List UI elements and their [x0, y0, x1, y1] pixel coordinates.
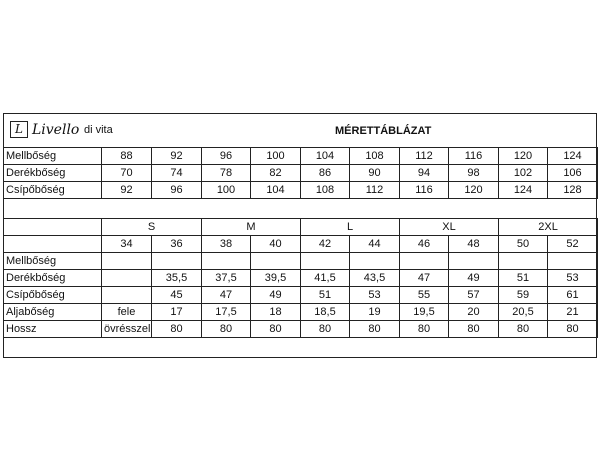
- size-number-row: [4, 236, 598, 253]
- row-label: Aljabőség: [4, 304, 102, 321]
- table-cell: 78: [202, 165, 251, 182]
- table-cell: [449, 253, 499, 270]
- table-cell: 70: [102, 165, 152, 182]
- table-cell: 108: [301, 182, 350, 199]
- size-header: 52: [548, 236, 598, 253]
- table-cell: 96: [202, 148, 251, 165]
- table-cell: 100: [202, 182, 251, 199]
- table-cell: 106: [548, 165, 598, 182]
- table-cell: [152, 253, 202, 270]
- table-cell: 74: [152, 165, 202, 182]
- table-cell: 112: [350, 182, 400, 199]
- size-group-header: L: [301, 219, 400, 236]
- table-cell: 37,5: [202, 270, 251, 287]
- table-row: [4, 148, 598, 165]
- table-cell: 80: [548, 321, 598, 338]
- table-cell: 59: [499, 287, 548, 304]
- table-cell: 35,5: [152, 270, 202, 287]
- table-row: [4, 165, 598, 182]
- table-cell: 120: [499, 148, 548, 165]
- table-row: [4, 253, 598, 270]
- table-row: [4, 287, 598, 304]
- table-cell: [102, 287, 152, 304]
- row-label: Mellbőség: [4, 148, 102, 165]
- table-cell: 92: [152, 148, 202, 165]
- table-cell: 20: [449, 304, 499, 321]
- table-cell: 18,5: [301, 304, 350, 321]
- table-cell: [202, 253, 251, 270]
- table-cell: 108: [350, 148, 400, 165]
- table-cell: 116: [400, 182, 449, 199]
- table-cell: [251, 253, 301, 270]
- spacer-cell: [4, 199, 598, 214]
- header-row: [4, 114, 596, 148]
- chart-title: MÉRETTÁBLÁZAT: [335, 125, 432, 137]
- table-cell: 45: [152, 287, 202, 304]
- brand-subtitle: di vita: [84, 124, 113, 136]
- table-cell: 17: [152, 304, 202, 321]
- size-header: 50: [499, 236, 548, 253]
- table-row: [4, 182, 598, 199]
- table-cell: 88: [102, 148, 152, 165]
- size-header: 46: [400, 236, 449, 253]
- table-cell: [350, 253, 400, 270]
- table-cell: 47: [202, 287, 251, 304]
- table-cell: 80: [400, 321, 449, 338]
- table-cell: 41,5: [301, 270, 350, 287]
- size-header: 36: [152, 236, 202, 253]
- table-cell: 96: [152, 182, 202, 199]
- table-cell: 82: [251, 165, 301, 182]
- table-cell: 61: [548, 287, 598, 304]
- table-cell: 104: [251, 182, 301, 199]
- table-cell: 51: [301, 287, 350, 304]
- table-cell: [102, 270, 152, 287]
- table-cell: 43,5: [350, 270, 400, 287]
- row-label: Csípőbőség: [4, 287, 102, 304]
- size-group-header: M: [202, 219, 301, 236]
- table-cell: 128: [548, 182, 598, 199]
- size-header: 40: [251, 236, 301, 253]
- table-cell: 55: [400, 287, 449, 304]
- brand-logo-icon: L: [10, 121, 28, 138]
- row-label: Hossz: [4, 321, 102, 338]
- table-cell: 98: [449, 165, 499, 182]
- row-label: Csípőbőség: [4, 182, 102, 199]
- table-cell: 80: [301, 321, 350, 338]
- size-chart-sheet: [3, 113, 597, 358]
- size-group-header: XL: [400, 219, 499, 236]
- table-cell: 19,5: [400, 304, 449, 321]
- table-cell: 124: [548, 148, 598, 165]
- table-cell: 17,5: [202, 304, 251, 321]
- table-cell: 80: [499, 321, 548, 338]
- table-cell: 19: [350, 304, 400, 321]
- size-group-header: S: [102, 219, 202, 236]
- size-header: 38: [202, 236, 251, 253]
- table-cell: 116: [449, 148, 499, 165]
- table-cell: fele: [102, 304, 152, 321]
- brand-name: Livello: [32, 122, 80, 138]
- table-cell: 53: [350, 287, 400, 304]
- table-cell: 49: [449, 270, 499, 287]
- table-cell: 80: [251, 321, 301, 338]
- table-cell: [102, 253, 152, 270]
- corner-cell: [4, 219, 102, 236]
- table-cell: 21: [548, 304, 598, 321]
- table-cell: 57: [449, 287, 499, 304]
- size-header: 34: [102, 236, 152, 253]
- table-row: [4, 270, 598, 287]
- size-group-header: 2XL: [499, 219, 598, 236]
- table-cell: 90: [350, 165, 400, 182]
- table-cell: 124: [499, 182, 548, 199]
- corner-cell: [4, 236, 102, 253]
- table-cell: 49: [251, 287, 301, 304]
- table-cell: 86: [301, 165, 350, 182]
- table-cell: 104: [301, 148, 350, 165]
- table-cell: [400, 253, 449, 270]
- table-cell: övrésszel: [102, 321, 152, 338]
- table-cell: 94: [400, 165, 449, 182]
- garment-measurements-table: [3, 218, 598, 338]
- table-cell: 92: [102, 182, 152, 199]
- table-cell: [499, 253, 548, 270]
- table-cell: 47: [400, 270, 449, 287]
- table-cell: 80: [350, 321, 400, 338]
- table-cell: 102: [499, 165, 548, 182]
- size-header: 48: [449, 236, 499, 253]
- table-cell: 20,5: [499, 304, 548, 321]
- table-cell: [301, 253, 350, 270]
- size-header: 42: [301, 236, 350, 253]
- table-cell: 51: [499, 270, 548, 287]
- table-cell: 80: [202, 321, 251, 338]
- table-cell: 120: [449, 182, 499, 199]
- table-row: [4, 321, 598, 338]
- table-cell: [548, 253, 598, 270]
- table-cell: 100: [251, 148, 301, 165]
- table-cell: 80: [449, 321, 499, 338]
- row-label: Mellbőség: [4, 253, 102, 270]
- row-label: Derékbőség: [4, 270, 102, 287]
- spacer-row: [4, 199, 598, 214]
- table-cell: 80: [152, 321, 202, 338]
- row-label: Derékbőség: [4, 165, 102, 182]
- size-header: 44: [350, 236, 400, 253]
- table-cell: 18: [251, 304, 301, 321]
- table-cell: 112: [400, 148, 449, 165]
- body-measurements-table: [3, 147, 598, 213]
- table-cell: 39,5: [251, 270, 301, 287]
- size-group-row: [4, 219, 598, 236]
- table-cell: 53: [548, 270, 598, 287]
- table-row: [4, 304, 598, 321]
